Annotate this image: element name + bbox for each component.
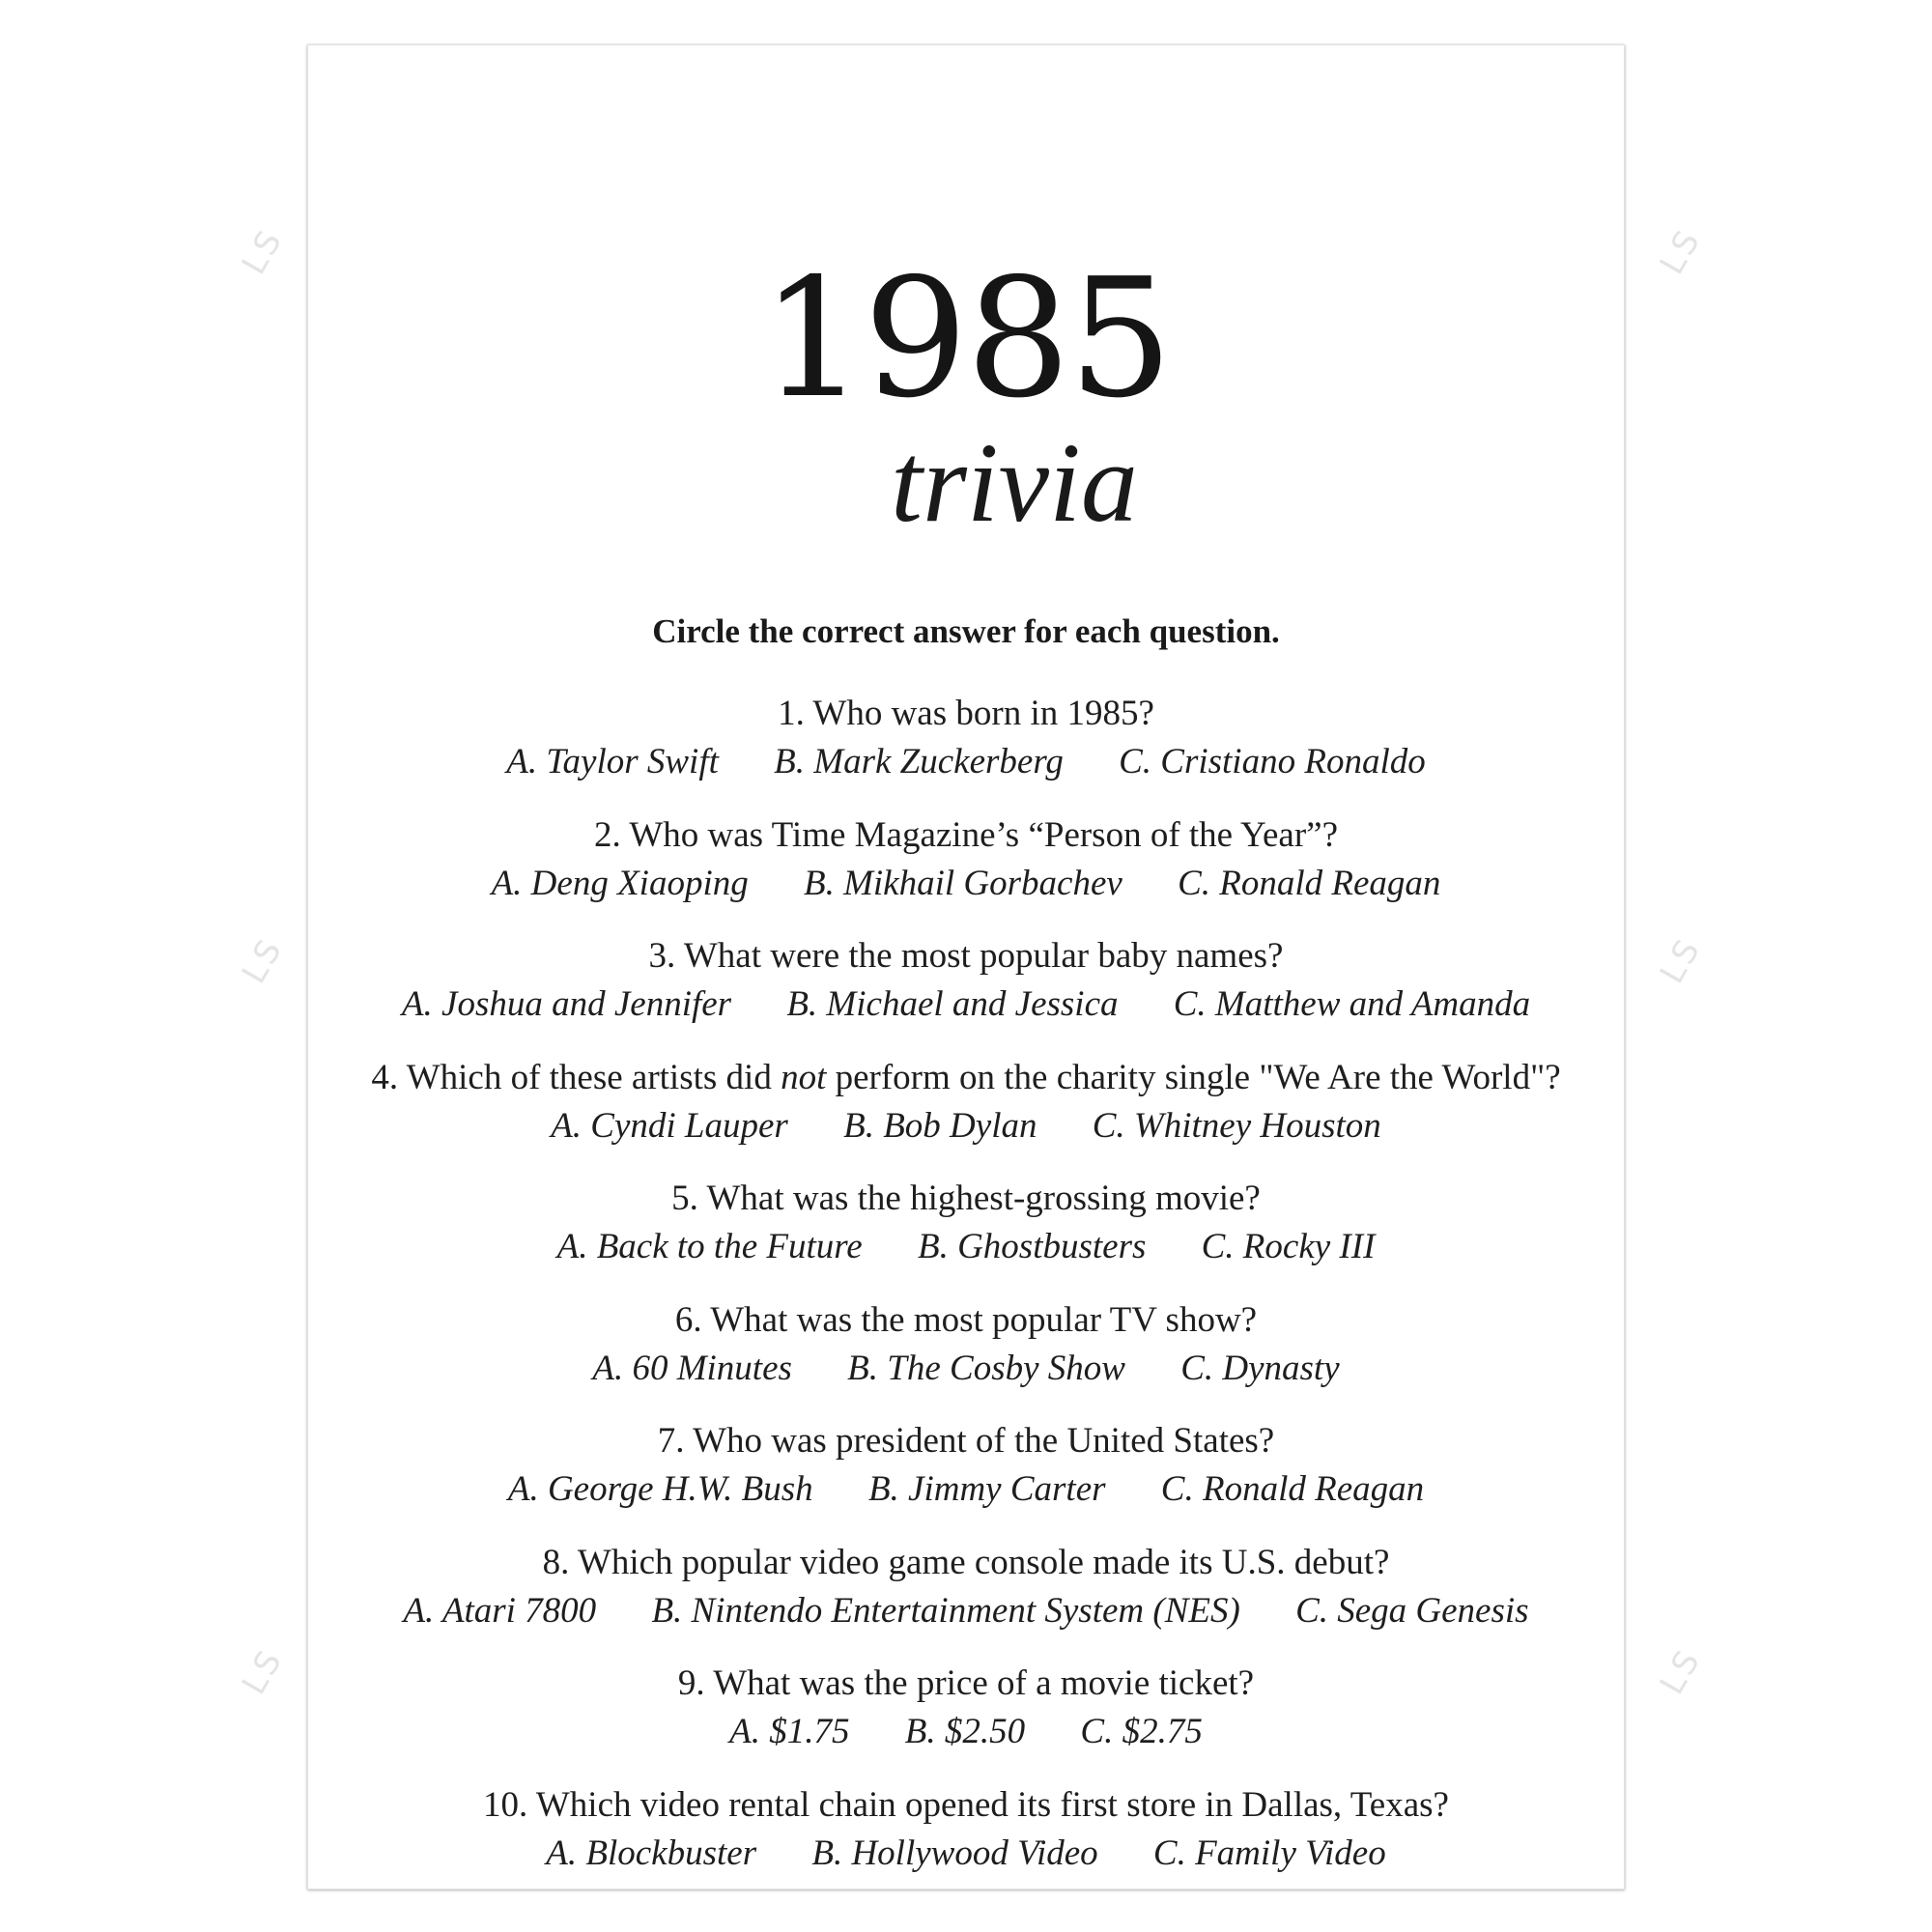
question-text: 1. Who was born in 1985? [778,694,1154,733]
answer-option[interactable]: A. $1.75 [729,1712,850,1751]
watermark-mark: LS [234,220,292,282]
title-year: 1985 [760,243,1172,435]
answer-option[interactable]: B. Mikhail Gorbachev [803,863,1122,903]
answer-option[interactable]: C. Sega Genesis [1295,1590,1529,1631]
question-item [308,1296,1624,1418]
question-text: 6. What was the most popular TV show? [674,1299,1258,1340]
answer-row [308,1223,1624,1271]
answer-option[interactable]: C. Cristiano Ronaldo [1119,742,1426,781]
question-item [308,1417,1624,1539]
answer-option[interactable]: B. Bob Dylan [843,1105,1037,1146]
question-text: 3. What were the most popular baby names? [648,936,1284,976]
question-item [308,1539,1624,1661]
answer-option[interactable]: A. Back to the Future [556,1227,863,1266]
question-text-start: 4. Which of these artists did [371,1057,781,1097]
answer-option[interactable]: C. Ronald Reagan [1160,1469,1425,1509]
answer-option[interactable]: B. Ghostbusters [917,1227,1147,1266]
answer-row [308,1345,1624,1393]
watermark-mark: LS [1652,929,1710,991]
answer-option[interactable]: C. Rocky III [1201,1227,1376,1266]
trivia-card [307,44,1625,1889]
question-list [308,690,1624,1902]
answer-row [308,1465,1624,1514]
answer-option[interactable]: B. Jimmy Carter [867,1469,1106,1509]
answer-option[interactable]: C. Ronald Reagan [1178,863,1441,903]
answer-row [308,860,1624,908]
question-item [308,1175,1624,1296]
watermark-mark: LS [234,929,292,991]
question-text [308,1054,1624,1102]
answer-option[interactable]: B. Mark Zuckerberg [774,742,1064,781]
question-text: 8. Which popular video game console made its U.S. debut? [542,1542,1390,1582]
question-item [308,1660,1624,1781]
answer-option[interactable]: A. Cyndi Lauper [551,1105,788,1146]
answer-option[interactable]: A. Joshua and Jennifer [401,984,732,1024]
answer-row [308,1708,1624,1756]
question-item [308,690,1624,811]
instructions-text: Circle the correct answer for each question. [652,612,1280,650]
question-item [308,932,1624,1054]
answer-option[interactable]: B. Hollywood Video [811,1833,1098,1873]
question-item [308,811,1624,933]
question-text-end: perform on the charity single "We Are the World"? [826,1057,1561,1097]
answer-option[interactable]: A. Deng Xiaoping [491,863,749,903]
question-text: 9. What was the price of a movie ticket? [677,1663,1255,1703]
question-text: 10. Which video rental chain opened its first store in Dallas, Texas? [483,1784,1449,1825]
answer-option[interactable]: A. George H.W. Bush [507,1469,813,1509]
question-text: 5. What was the highest-grossing movie? [671,1179,1261,1218]
answer-row [308,980,1624,1029]
answer-option[interactable]: B. Michael and Jessica [786,984,1119,1024]
question-text: 2. Who was Time Magazine’s “Person of the Year”? [593,814,1339,855]
answer-row [308,1830,1624,1878]
answer-option[interactable]: A. Blockbuster [546,1833,757,1873]
answer-option[interactable]: C. Matthew and Amanda [1173,984,1531,1024]
answer-option[interactable]: C. Whitney Houston [1092,1105,1381,1146]
answer-row [308,1587,1624,1635]
answer-row [308,1102,1624,1151]
question-text-emphasis: not [781,1057,827,1097]
watermark-mark: LS [1652,1640,1710,1702]
answer-option[interactable]: C. $2.75 [1080,1712,1203,1751]
watermark-mark: LS [234,1640,292,1702]
answer-option[interactable]: A. 60 Minutes [592,1348,792,1388]
answer-option[interactable]: A. Atari 7800 [403,1590,597,1631]
answer-option[interactable]: C. Family Video [1152,1833,1386,1873]
answer-option[interactable]: B. $2.50 [904,1712,1026,1751]
answer-option[interactable]: B. Nintendo Entertainment System (NES) [651,1590,1240,1631]
question-item [308,1781,1624,1903]
question-item [308,1054,1624,1176]
answer-option[interactable]: C. Dynasty [1180,1348,1340,1388]
answer-option[interactable]: B. The Cosby Show [847,1348,1125,1388]
answer-option[interactable]: A. Taylor Swift [506,742,719,781]
watermark-mark: LS [1652,220,1710,282]
question-text: 7. Who was president of the United States? [657,1421,1275,1461]
title-script-word: trivia [891,419,1138,546]
answer-row [308,738,1624,786]
